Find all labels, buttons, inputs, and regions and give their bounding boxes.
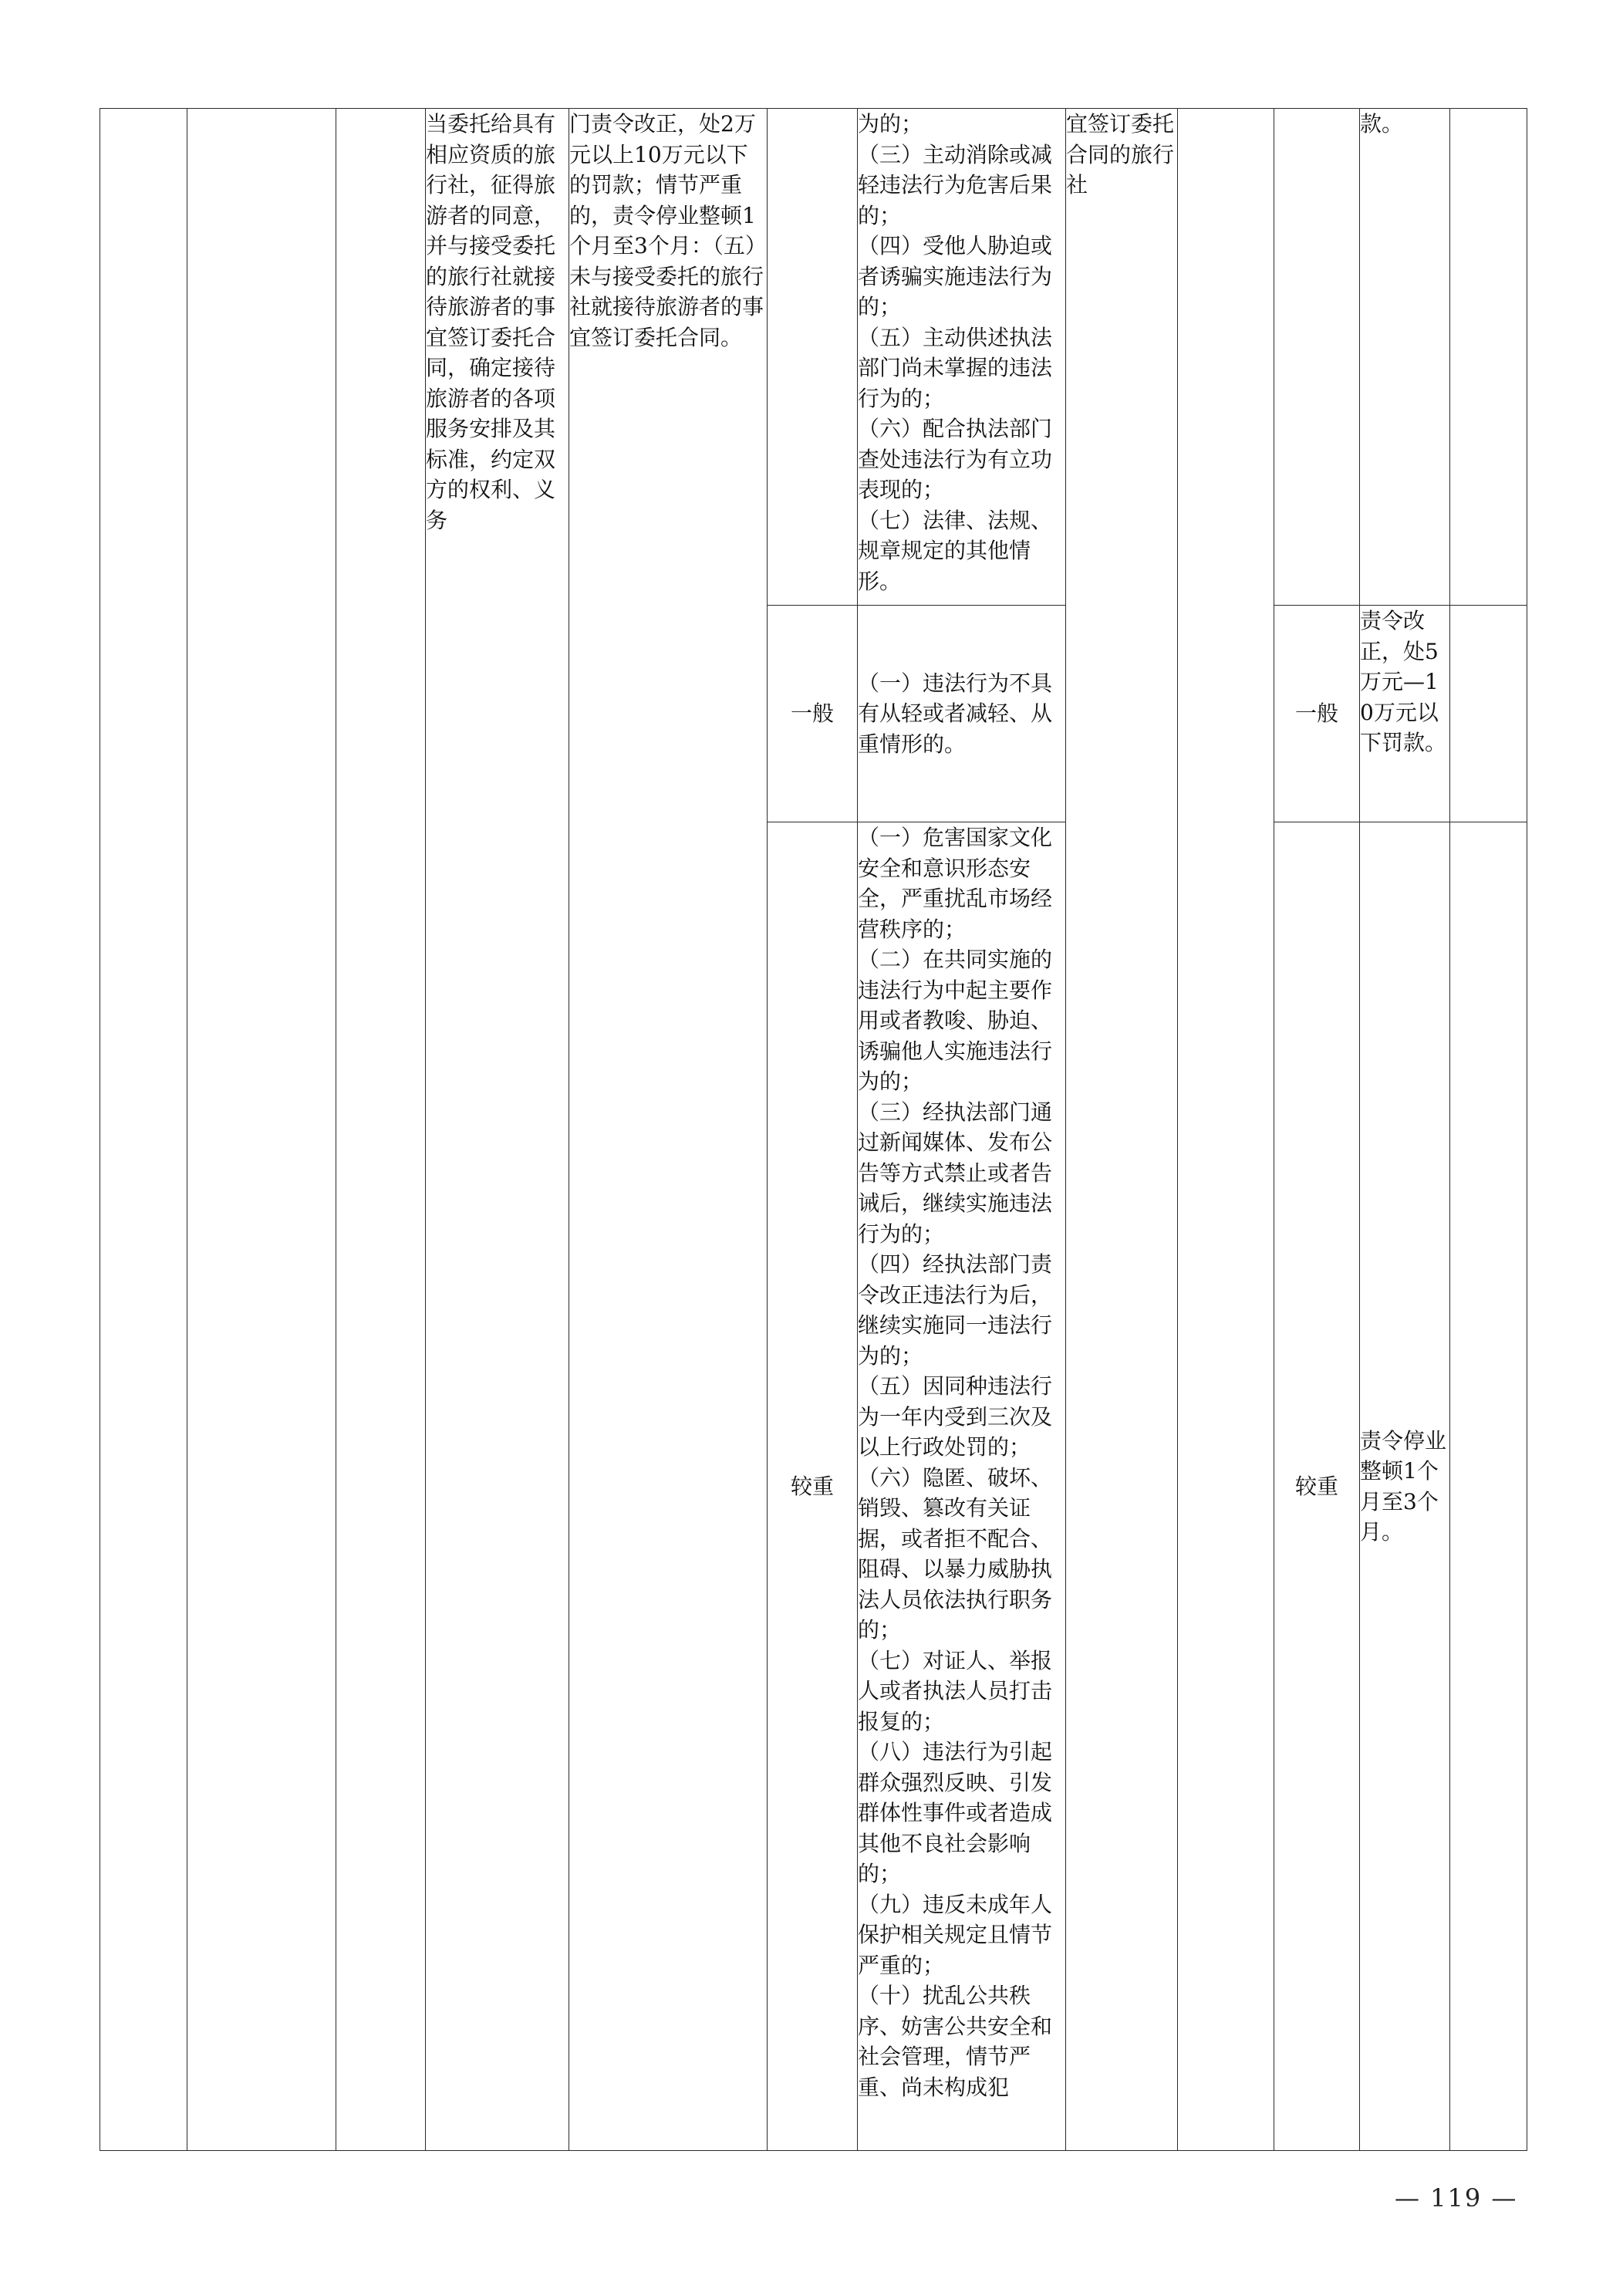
- empty-cell-col9: [1178, 109, 1274, 2151]
- level-label-2: 较重: [1294, 1473, 1338, 1499]
- level-label: 一般: [790, 701, 834, 727]
- circumstance-item: （七）对证人、举报人或者执法人员打击报复的；: [858, 1647, 1053, 1734]
- circumstance-item: （五）主动供述执法部门尚未掌握的违法行为的；: [858, 324, 1053, 411]
- circumstance-item: （七）法律、法规、规章规定的其他情形。: [858, 507, 1053, 594]
- level-cell: [768, 606, 858, 822]
- subject-cell: [1066, 109, 1178, 2151]
- legal-penalty-text: 门责令改正，处2万元以上10万元以下的罚款；情节严重的，责令停业整顿1个月至3个月：（五）未与接受委托的旅行社就接待旅游者的事宜签订委托合同。: [569, 111, 767, 350]
- level-cell: [768, 109, 858, 606]
- empty-cell-col2: [187, 109, 336, 2151]
- circumstance-item: （九）违反未成年人保护相关规定且情节严重的；: [858, 1891, 1053, 1978]
- circumstance-item: （八）违法行为引起群众强烈反映、引发群体性事件或者造成其他不良社会影响的；: [858, 1739, 1053, 1886]
- empty-cell-col12: [1450, 109, 1527, 606]
- standard-cell: [1360, 822, 1450, 2151]
- level-cell-2: [1274, 109, 1360, 606]
- level-cell: [768, 822, 858, 2151]
- subject-text: 宜签订委托合同的旅行社: [1066, 111, 1175, 198]
- circumstance-item: （四）经执法部门责令改正违法行为后，继续实施同一违法行为的；: [858, 1251, 1053, 1369]
- level-cell-2: [1274, 822, 1360, 2151]
- circumstance-item: （一）违法行为不具有从轻或者减轻、从重情形的。: [858, 670, 1053, 757]
- circumstance-item: 为的；: [858, 111, 923, 137]
- circumstance-item: （五）因同种违法行为一年内受到三次及以上行政处罚的；: [858, 1373, 1053, 1460]
- circumstance-item: （二）在共同实施的违法行为中起主要作用或者教唆、胁迫、诱骗他人实施违法行为的；: [858, 947, 1053, 1094]
- circumstances-cell: [858, 606, 1066, 822]
- circumstance-item: （一）危害国家文化安全和意识形态安全，严重扰乱市场经营秩序的；: [858, 825, 1053, 942]
- level-label: 较重: [790, 1473, 834, 1499]
- page-number: — 119 —: [1395, 2183, 1518, 2213]
- standard-cell: [1360, 606, 1450, 822]
- empty-cell-col12: [1450, 606, 1527, 822]
- standard-text: 责令停业整顿1个月至3个月。: [1360, 1427, 1447, 1545]
- level-label-2: 一般: [1294, 701, 1338, 727]
- circumstances-cell: [858, 109, 1066, 606]
- circumstance-item: （六）隐匿、破坏、销毁、篡改有关证据，或者拒不配合、阻碍、以暴力威胁执法人员依法执行职务的；: [858, 1464, 1053, 1643]
- circumstance-item: （三）经执法部门通过新闻媒体、发布公告等方式禁止或者告诫后，继续实施违法行为的；: [858, 1099, 1053, 1247]
- circumstance-item: （十）扰乱公共秩序、妨害公共安全和社会管理，情节严重、尚未构成犯: [858, 1983, 1053, 2100]
- standard-text: 款。: [1360, 111, 1404, 137]
- legal-penalty-cell: [569, 109, 768, 2151]
- level-cell-2: [1274, 606, 1360, 822]
- circumstance-item: （四）受他人胁迫或者诱骗实施违法行为的；: [858, 233, 1053, 319]
- empty-cell-col3: [336, 109, 426, 2151]
- penalty-discretion-table: [100, 108, 1527, 2151]
- circumstance-item: （六）配合执法部门查处违法行为有立功表现的；: [858, 416, 1053, 502]
- empty-cell-col1: [100, 109, 187, 2151]
- circumstances-cell: [858, 822, 1066, 2151]
- standard-cell: [1360, 109, 1450, 606]
- violation-condition-cell: [426, 109, 569, 2151]
- empty-cell-col12: [1450, 822, 1527, 2151]
- circumstance-item: （三）主动消除或减轻违法行为危害后果的；: [858, 141, 1053, 228]
- standard-text: 责令改正，处5万元—10万元以下罚款。: [1360, 608, 1447, 755]
- violation-condition-text: 当委托给具有相应资质的旅行社，征得旅游者的同意，并与接受委托的旅行社就接待旅游者的事宜签订委托合同，确定接待旅游者的各项服务安排及其标准，约定双方的权利、义务: [426, 111, 556, 533]
